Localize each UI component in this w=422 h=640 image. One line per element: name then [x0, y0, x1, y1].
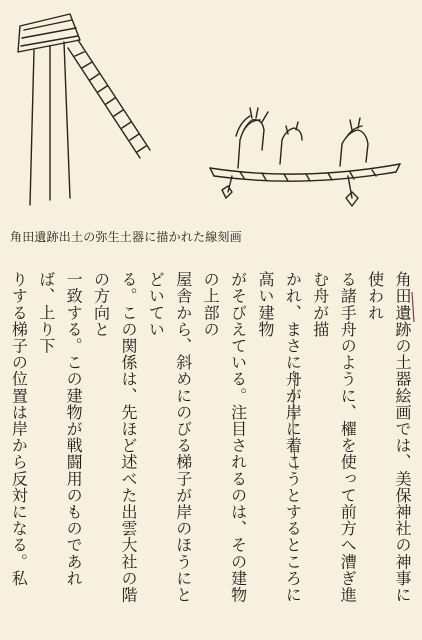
text-column: かれ、まさに舟が岸に着こうとするところに高い建物: [255, 271, 303, 603]
text-column: 一致する。この建物が戦闘用のものであれば、上り下: [36, 271, 84, 587]
text-column: 角田遺跡の土器絵画では、美保神社の神事に使われ: [365, 271, 412, 603]
text-column: 屋舎から、斜めにのびる梯子が岸のほうにとどいてい: [146, 271, 193, 603]
body-text: [0, 271, 416, 616]
figure-caption: 角田遺跡出土の弥生土器に描かれた線刻画: [10, 230, 242, 244]
engraved-pottery-drawing: [0, 0, 422, 215]
text-column: る。この関係は、先ほど述べた出雲大社の階の方向と: [91, 271, 138, 603]
text-column: りする梯子の位置は岸から反対になる。私: [9, 271, 29, 587]
text-column: がそびえている。注目されるのは、その建物の上部の: [201, 271, 248, 603]
line-drawing-figure: [0, 0, 422, 215]
text-column: る諸手舟のように、櫂を使って前方へ漕ぎ進む舟が描: [310, 271, 358, 603]
